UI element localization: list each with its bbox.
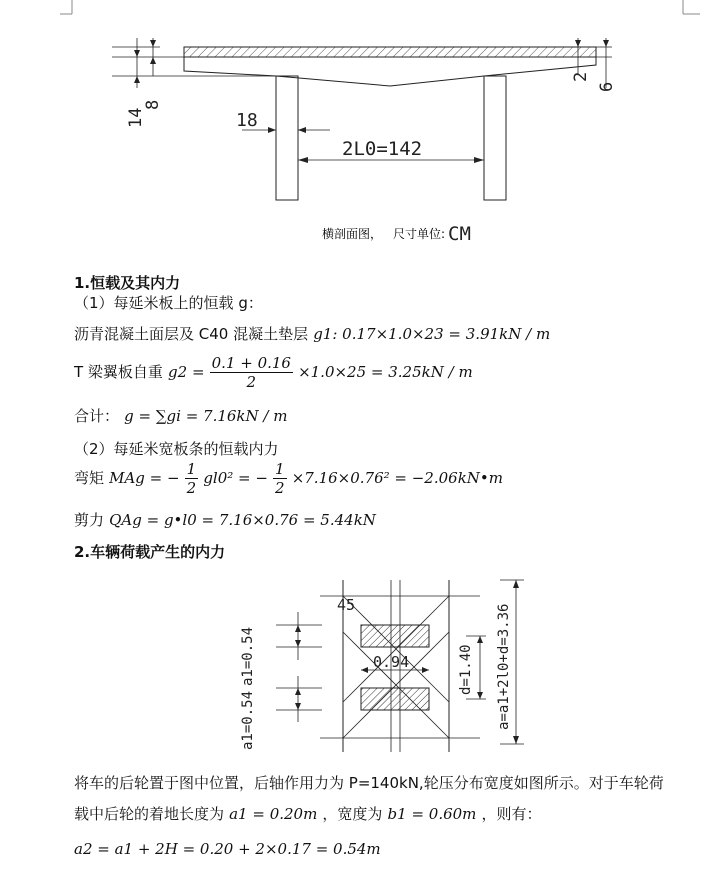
paragraph-line2-m1: a1 = 0.20m [229,805,318,823]
moment-frac-den: 2 [186,479,197,497]
a-label: a=a1+2l0+d=3.36 [496,603,512,730]
line-sum [74,405,287,426]
figure1-caption-unit-label: 尺寸单位: [393,227,446,241]
line-g2-rest: ×1.0×25 = 3.25kN / m [298,363,473,381]
line-g1 [74,323,550,344]
section1-sub1: （1）每延米板上的恒载 g： [74,294,263,312]
moment-fraction-1 [185,460,199,497]
line-g1-math: g1: 0.17×1.0×23 = 3.91kN / m [313,325,551,343]
line-g2-prefix: T 梁翼板自重 [74,363,163,381]
a1-bottom-label: a1=0.54 [240,690,256,750]
line-shear [74,509,376,530]
paragraph-line2-b: ，宽度为 [322,805,383,823]
dim-094-label: 0.94 [373,653,410,671]
line-g2-num: 0.1 + 0.16 [211,354,291,372]
dim-span-label: 2L0=142 [342,138,423,160]
moment-frac-num: 1 [186,460,197,478]
shear-math: QAg = g•l0 = 7.16×0.76 = 5.44kN [109,511,376,529]
moment-lhs: MAg = − [109,469,180,487]
line-g2-lhs: g2 = [168,363,205,381]
d-label: d=1.40 [458,644,474,695]
angle-45-label: 45 [337,596,356,614]
wheel-load-figure [0,570,726,760]
moment-prefix: 弯矩 [74,469,105,487]
paragraph-line2-m2: b1 = 0.60m [387,805,477,823]
moment-rest: ×7.16×0.76² = −2.06kN•m [291,469,503,487]
paragraph-line2-c: ，则有： [481,805,542,823]
dim-8-label: 8 [143,99,163,110]
dim-6-label: 6 [597,81,617,92]
paragraph-line3: a2 = a1 + 2H = 0.20 + 2×0.17 = 0.54m [74,840,381,858]
section2-heading: 2.车辆荷载产生的内力 [74,543,226,561]
shear-prefix: 剪力 [74,511,105,529]
paragraph-line2 [74,803,542,824]
paragraph-line2-a: 载中后轮的着地长度为 [74,805,225,823]
moment-frac2-num: 1 [275,460,285,478]
figure1-caption-label: 横剖面图， [322,227,383,241]
line-g2-fraction [210,354,293,391]
section1-heading: 1.恒载及其内力 [74,274,181,292]
line-g2 [74,354,473,391]
line-g2-den: 2 [246,373,257,391]
dim-2-label: 2 [571,71,591,82]
moment-mid: gl0² = − [203,469,268,487]
line-g1-prefix: 沥青混凝土面层及 C40 混凝土垫层 [74,325,309,343]
cross-section-figure [0,0,726,250]
paragraph-line1: 将车的后轮置于图中位置，后轴作用力为 P=140kN,轮压分布宽度如图所示。对于车轮荷 [74,774,664,792]
line-sum-math: g = ∑gi = 7.16kN / m [124,407,288,425]
dim-14-label: 14 [126,107,146,128]
dim-18-label: 18 [236,110,258,131]
moment-fraction-2 [273,460,287,497]
line-sum-prefix: 合计： [74,407,120,425]
figure1-caption-unit: CM [448,223,471,245]
line-moment [74,460,503,497]
section1-sub2: （2）每延米宽板条的恒载内力 [74,440,279,458]
a1-top-label: a1=0.54 [240,626,256,686]
moment-frac2-den: 2 [275,479,285,497]
